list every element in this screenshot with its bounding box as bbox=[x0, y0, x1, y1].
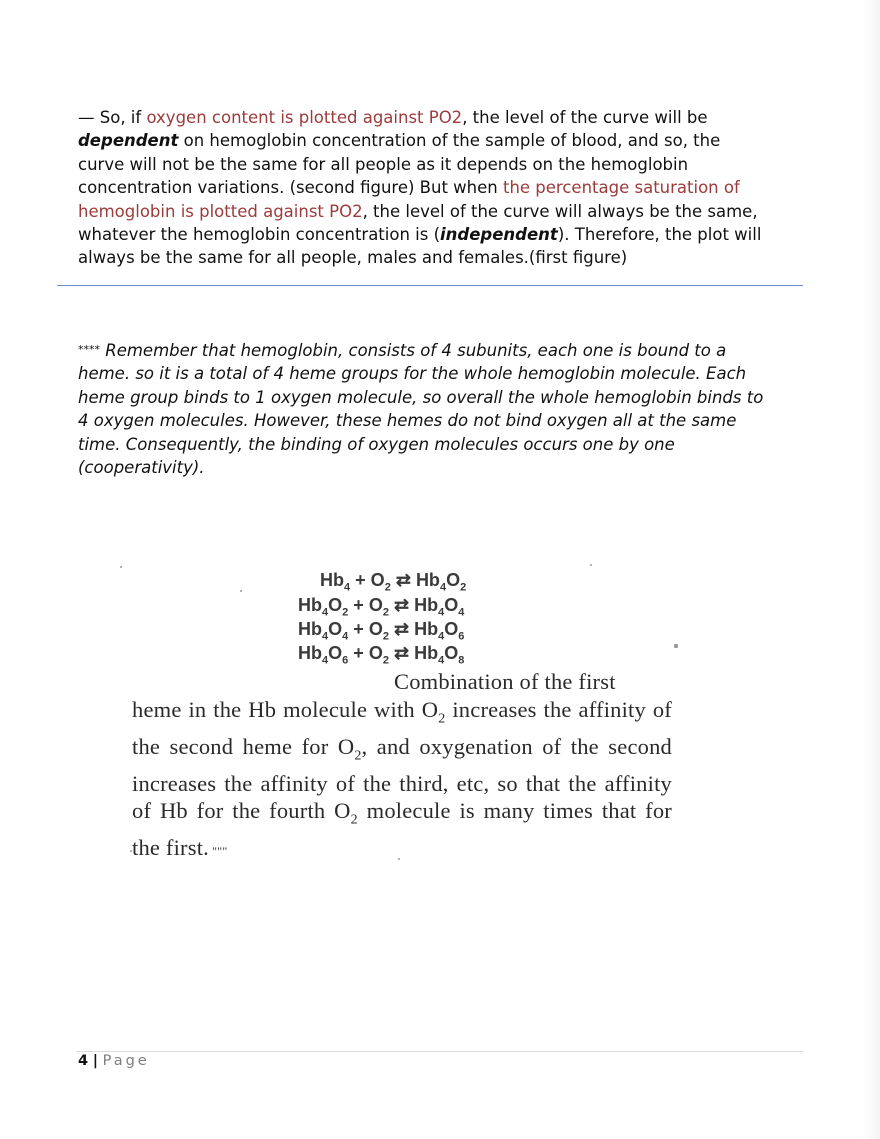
emphasis-dependent: dependent bbox=[78, 131, 179, 151]
text-segment: on hemoglobin concentration of the sample of blood, and so, the curve will not be the same for all people as it depends on the hemoglobin concentration variations. (second figure) But when bbox=[78, 131, 721, 198]
note-text: Remember that hemoglobin, consists of 4 subunits, each one is bound to a heme. so it is a total of 4 heme groups for the whole hemoglobin molecule. Each heme group binds to 1 oxygen molecule, so overall the whole hemoglobin binds to 4 oxygen molecules. However, these hemes do not bind oxygen all at the same time. Consequently, the binding of oxygen molecules occurs one by one (cooperativity). bbox=[78, 341, 764, 478]
scan-speck bbox=[590, 564, 592, 566]
section-divider bbox=[57, 285, 803, 286]
scan-speck bbox=[674, 644, 678, 648]
page-footer bbox=[78, 1053, 150, 1069]
equation-2: $Hb_4O_2 + O_2$ ⇄ $Hb_4O_4$ bbox=[298, 595, 465, 619]
scan-speck bbox=[120, 566, 122, 568]
text-segment: , the level of the curve will be bbox=[462, 108, 708, 127]
footer-separator: | bbox=[92, 1053, 98, 1069]
note-stars: **** bbox=[78, 343, 100, 356]
text-segment: , the level of the curve will always be the same, whatever the hemoglobin concentration is ( bbox=[78, 201, 758, 245]
scanned-textbook-excerpt bbox=[120, 560, 680, 860]
paragraph-cooperativity-note bbox=[78, 338, 768, 479]
highlight-oxygen-content: oxygen content is plotted against PO2 bbox=[146, 108, 463, 127]
highlight-percentage-saturation: the percentage saturation of hemoglobin is plotted against PO2 bbox=[78, 178, 740, 221]
page-label: Page bbox=[102, 1053, 150, 1069]
scan-speck bbox=[240, 590, 242, 592]
scanned-quote: Combination of the first heme in the Hb molecule with $O_2$ increases the affinity of the second heme for $O_2$, and oxygenation of the second increases the affinity of the third, etc, so that the affinity of Hb for the fourth $O_2$ molecule is many times that for the first. """ bbox=[132, 669, 673, 860]
text-segment: ). Therefore, the plot will always be the same for all people, males and females.(first figure) bbox=[78, 225, 762, 268]
equation-3: $Hb_4O_4 + O_2$ ⇄ $Hb_4O_6$ bbox=[298, 619, 465, 643]
scan-edge-shade bbox=[862, 0, 880, 1139]
equation-1: $Hb_4 + O_2$ ⇄ $Hb_4O_2$ bbox=[320, 570, 467, 594]
lead-text: — So, if bbox=[78, 108, 147, 127]
page-number: 4 bbox=[78, 1053, 89, 1069]
paragraph-hemoglobin-curve bbox=[78, 106, 768, 270]
equation-4: $Hb_4O_6 + O_2$ ⇄ $Hb_4O_8$ bbox=[298, 643, 465, 667]
footer-divider bbox=[76, 1051, 803, 1052]
quote-first-line: Combination of the first bbox=[394, 669, 616, 694]
emphasis-independent: independent bbox=[440, 225, 558, 245]
